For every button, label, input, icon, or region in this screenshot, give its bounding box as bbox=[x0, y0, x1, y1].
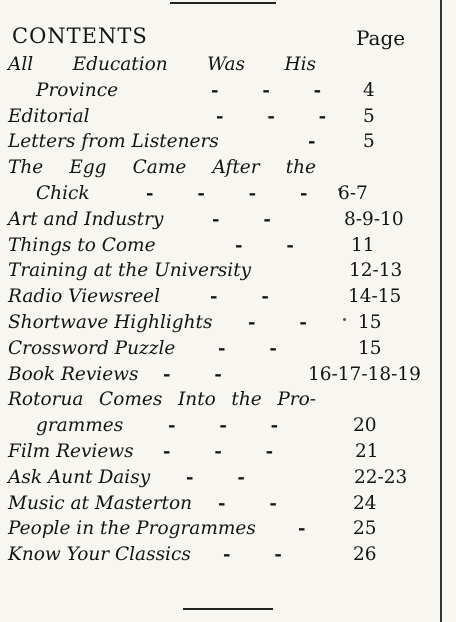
toc-entry bbox=[8, 516, 440, 542]
toc-dot-leaders: - - bbox=[218, 492, 277, 514]
toc-page-number: 21 bbox=[355, 440, 379, 462]
toc-entry-title: grammes bbox=[36, 415, 124, 437]
toc-entry-line bbox=[8, 362, 440, 388]
toc-dot-leaders: - - - bbox=[216, 105, 327, 127]
toc-dot-leaders: - bbox=[308, 131, 316, 153]
column-edge-line bbox=[440, 0, 442, 622]
toc-entry-line bbox=[8, 387, 440, 413]
toc-entry bbox=[8, 233, 440, 259]
toc-page-number: 15 bbox=[358, 311, 382, 333]
toc-entry bbox=[8, 336, 440, 362]
contents-title: CONTENTS bbox=[12, 24, 148, 48]
toc-dot-leaders: - - - bbox=[168, 415, 279, 437]
toc-entry-title: Training at the University bbox=[8, 260, 252, 282]
toc-entry bbox=[8, 129, 440, 155]
toc-entry-title: Radio Viewsreel bbox=[8, 286, 161, 308]
toc-entry-line bbox=[8, 310, 440, 336]
toc-entry-line bbox=[8, 439, 440, 465]
toc-page-number: 5 bbox=[363, 105, 375, 127]
toc-entry bbox=[8, 387, 440, 439]
toc-entry-title: Letters from Listeners bbox=[8, 131, 219, 153]
toc-entry-line bbox=[8, 284, 440, 310]
toc-entry-line bbox=[8, 52, 440, 78]
toc-entry bbox=[8, 310, 440, 336]
toc-entry-title: Province bbox=[36, 79, 119, 101]
toc-entry bbox=[8, 542, 440, 568]
toc-dot-leaders: - - bbox=[186, 466, 245, 488]
toc-entry bbox=[8, 52, 440, 104]
toc-dot-leaders: - - - bbox=[163, 440, 274, 462]
toc-entry-line bbox=[8, 542, 440, 568]
toc-page-number: 22-23 bbox=[354, 466, 408, 488]
bottom-divider-rule bbox=[183, 608, 273, 610]
toc-dot-leaders: - - bbox=[248, 311, 307, 333]
table-of-contents bbox=[8, 52, 440, 568]
toc-entry-title: People in the Programmes bbox=[8, 518, 256, 540]
toc-page-number: 4 bbox=[363, 79, 375, 101]
toc-entry-title: Crossword Puzzle bbox=[8, 337, 176, 359]
toc-entry-title: Book Reviews bbox=[8, 363, 139, 385]
toc-page-number: 8-9-10 bbox=[344, 208, 404, 230]
toc-entry-title: Chick bbox=[36, 182, 90, 204]
toc-dot-leaders: - - - bbox=[211, 79, 322, 101]
toc-entry-title: Rotorua Comes Into the Pro- bbox=[8, 389, 316, 411]
toc-entry-line bbox=[8, 104, 440, 130]
toc-entry-line bbox=[8, 465, 440, 491]
toc-page-number: 26 bbox=[353, 544, 377, 566]
toc-entry-line bbox=[8, 181, 440, 207]
contents-header bbox=[12, 24, 412, 54]
toc-dot-leaders: - - bbox=[235, 234, 294, 256]
toc-page-number: 25 bbox=[353, 518, 377, 540]
toc-page-number: 6-7 bbox=[338, 182, 368, 204]
toc-dot-leaders: - - bbox=[223, 544, 282, 566]
toc-dot-leaders: - - bbox=[210, 286, 269, 308]
top-divider-rule bbox=[170, 2, 276, 4]
toc-dot-leaders: - - bbox=[163, 363, 222, 385]
toc-entry-line bbox=[8, 258, 440, 284]
toc-entry-title: Music at Masterton bbox=[8, 492, 193, 514]
toc-entry bbox=[8, 258, 440, 284]
toc-page-number: 20 bbox=[353, 415, 377, 437]
toc-entry-title: Know Your Classics bbox=[8, 544, 191, 566]
toc-entry-title: All Education Was His bbox=[8, 54, 316, 75]
toc-page-number: 12-13 bbox=[349, 260, 403, 282]
toc-entry-line bbox=[8, 336, 440, 362]
toc-entry bbox=[8, 284, 440, 310]
toc-page-number: 15 bbox=[358, 337, 382, 359]
toc-entry bbox=[8, 362, 440, 388]
toc-entry bbox=[8, 465, 440, 491]
toc-dot-leaders: - - bbox=[218, 337, 277, 359]
toc-entry bbox=[8, 439, 440, 465]
toc-entry-line bbox=[8, 78, 440, 104]
toc-entry-line bbox=[8, 207, 440, 233]
toc-page-number: 14-15 bbox=[348, 286, 402, 308]
toc-entry bbox=[8, 491, 440, 517]
toc-dot-leaders: - bbox=[298, 518, 306, 540]
toc-dot-leaders: - - - - bbox=[146, 182, 308, 204]
toc-entry-title: The Egg Came After the bbox=[8, 157, 316, 179]
toc-page-number: 24 bbox=[353, 492, 377, 514]
toc-entry-line bbox=[8, 491, 440, 517]
toc-page-number: 11 bbox=[351, 234, 375, 256]
toc-entry bbox=[8, 104, 440, 130]
toc-entry-line bbox=[8, 516, 440, 542]
toc-entry-line bbox=[8, 413, 440, 439]
toc-entry bbox=[8, 207, 440, 233]
toc-entry-line bbox=[8, 129, 440, 155]
toc-entry-line bbox=[8, 233, 440, 259]
toc-entry-title: Film Reviews bbox=[8, 440, 134, 462]
toc-page-number: 16-17-18-19 bbox=[308, 363, 421, 385]
toc-entry-title: Art and Industry bbox=[8, 208, 164, 230]
toc-dot-leaders: - - bbox=[212, 208, 271, 230]
toc-page-number: 5 bbox=[363, 131, 375, 153]
page-column-header: Page bbox=[356, 26, 406, 50]
toc-entry-title: Things to Come bbox=[8, 234, 156, 256]
toc-entry bbox=[8, 155, 440, 207]
toc-entry-title: Ask Aunt Daisy bbox=[8, 466, 151, 488]
toc-entry-title: Editorial bbox=[8, 105, 90, 127]
toc-entry-line bbox=[8, 155, 440, 181]
toc-entry-title: Shortwave Highlights bbox=[8, 311, 213, 333]
